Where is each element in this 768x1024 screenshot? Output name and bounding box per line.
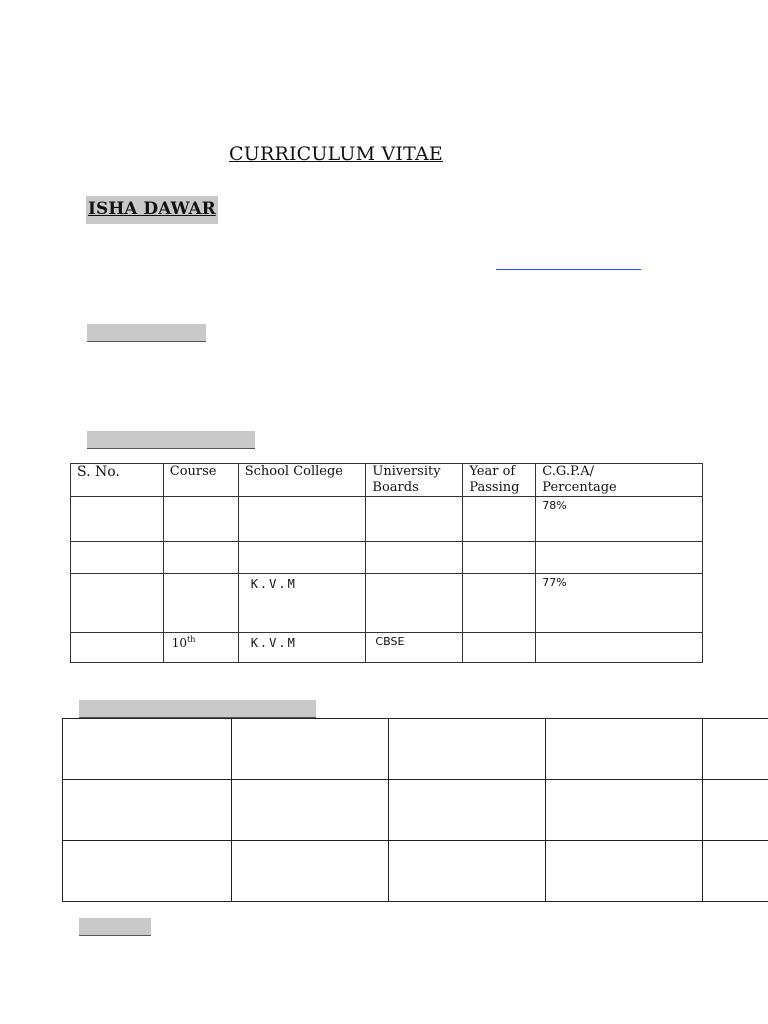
cell-course xyxy=(163,574,238,633)
cell-course xyxy=(163,497,238,542)
cell-year xyxy=(463,497,536,542)
email-link-underline[interactable] xyxy=(496,269,641,270)
section-heading-bar-experience xyxy=(79,700,316,718)
header-board-line1: University xyxy=(372,464,441,479)
table-row xyxy=(71,633,703,663)
grid-cell xyxy=(63,719,232,780)
cell-board: CBSE xyxy=(366,633,463,663)
document-title: CURRICULUM VITAE xyxy=(229,143,443,165)
candidate-name: ISHA DAWAR xyxy=(86,196,218,224)
grid-cell xyxy=(63,780,232,841)
header-year xyxy=(463,464,536,497)
cell-board xyxy=(366,542,463,574)
cell-course-value: 10 xyxy=(171,636,188,650)
blank-grid-table xyxy=(62,718,768,902)
header-board-line2: Boards xyxy=(372,480,419,495)
header-school: School College xyxy=(238,464,366,497)
grid-cell xyxy=(546,719,703,780)
grid-cell xyxy=(63,841,232,902)
grid-cell xyxy=(703,780,768,841)
header-sno: S. No. xyxy=(71,464,164,497)
header-cgpa xyxy=(536,464,703,497)
cell-school: K.V.M xyxy=(238,574,366,633)
cell-year xyxy=(463,542,536,574)
header-cgpa-line2: Percentage xyxy=(542,480,617,495)
grid-cell xyxy=(231,780,388,841)
header-year-line1: Year of xyxy=(469,464,516,479)
section-heading-bar-objective xyxy=(87,324,206,342)
table-row xyxy=(63,780,768,841)
cell-school xyxy=(238,497,366,542)
cell-board xyxy=(366,497,463,542)
cell-school xyxy=(238,542,366,574)
grid-cell xyxy=(388,780,546,841)
cell-cgpa xyxy=(536,542,703,574)
cell-cgpa: 78% xyxy=(536,497,703,542)
cell-sno xyxy=(71,574,164,633)
education-table xyxy=(70,463,703,663)
table-header-row xyxy=(71,464,703,497)
grid-cell xyxy=(703,841,768,902)
cell-sno xyxy=(71,497,164,542)
cell-cgpa xyxy=(536,633,703,663)
header-course: Course xyxy=(163,464,238,497)
cell-sno xyxy=(71,542,164,574)
section-heading-bar-qualification xyxy=(87,431,255,449)
grid-cell xyxy=(703,719,768,780)
cell-school: K.V.M xyxy=(238,633,366,663)
section-heading-bar-skills xyxy=(79,918,151,936)
table-row xyxy=(71,574,703,633)
grid-cell xyxy=(546,780,703,841)
cell-course xyxy=(163,633,238,663)
cell-course xyxy=(163,542,238,574)
cell-sno xyxy=(71,633,164,663)
header-year-line2: Passing xyxy=(469,480,520,495)
table-row xyxy=(71,542,703,574)
grid-cell xyxy=(231,841,388,902)
table-row xyxy=(63,841,768,902)
cell-course-suffix: th xyxy=(187,635,196,644)
grid-cell xyxy=(231,719,388,780)
header-cgpa-line1: C.G.P.A/ xyxy=(542,464,594,479)
cell-board xyxy=(366,574,463,633)
cell-cgpa: 77% xyxy=(536,574,703,633)
header-board xyxy=(366,464,463,497)
grid-cell xyxy=(388,719,546,780)
cell-year xyxy=(463,633,536,663)
table-row xyxy=(63,719,768,780)
grid-cell xyxy=(388,841,546,902)
grid-cell xyxy=(546,841,703,902)
table-row xyxy=(71,497,703,542)
cell-year xyxy=(463,574,536,633)
